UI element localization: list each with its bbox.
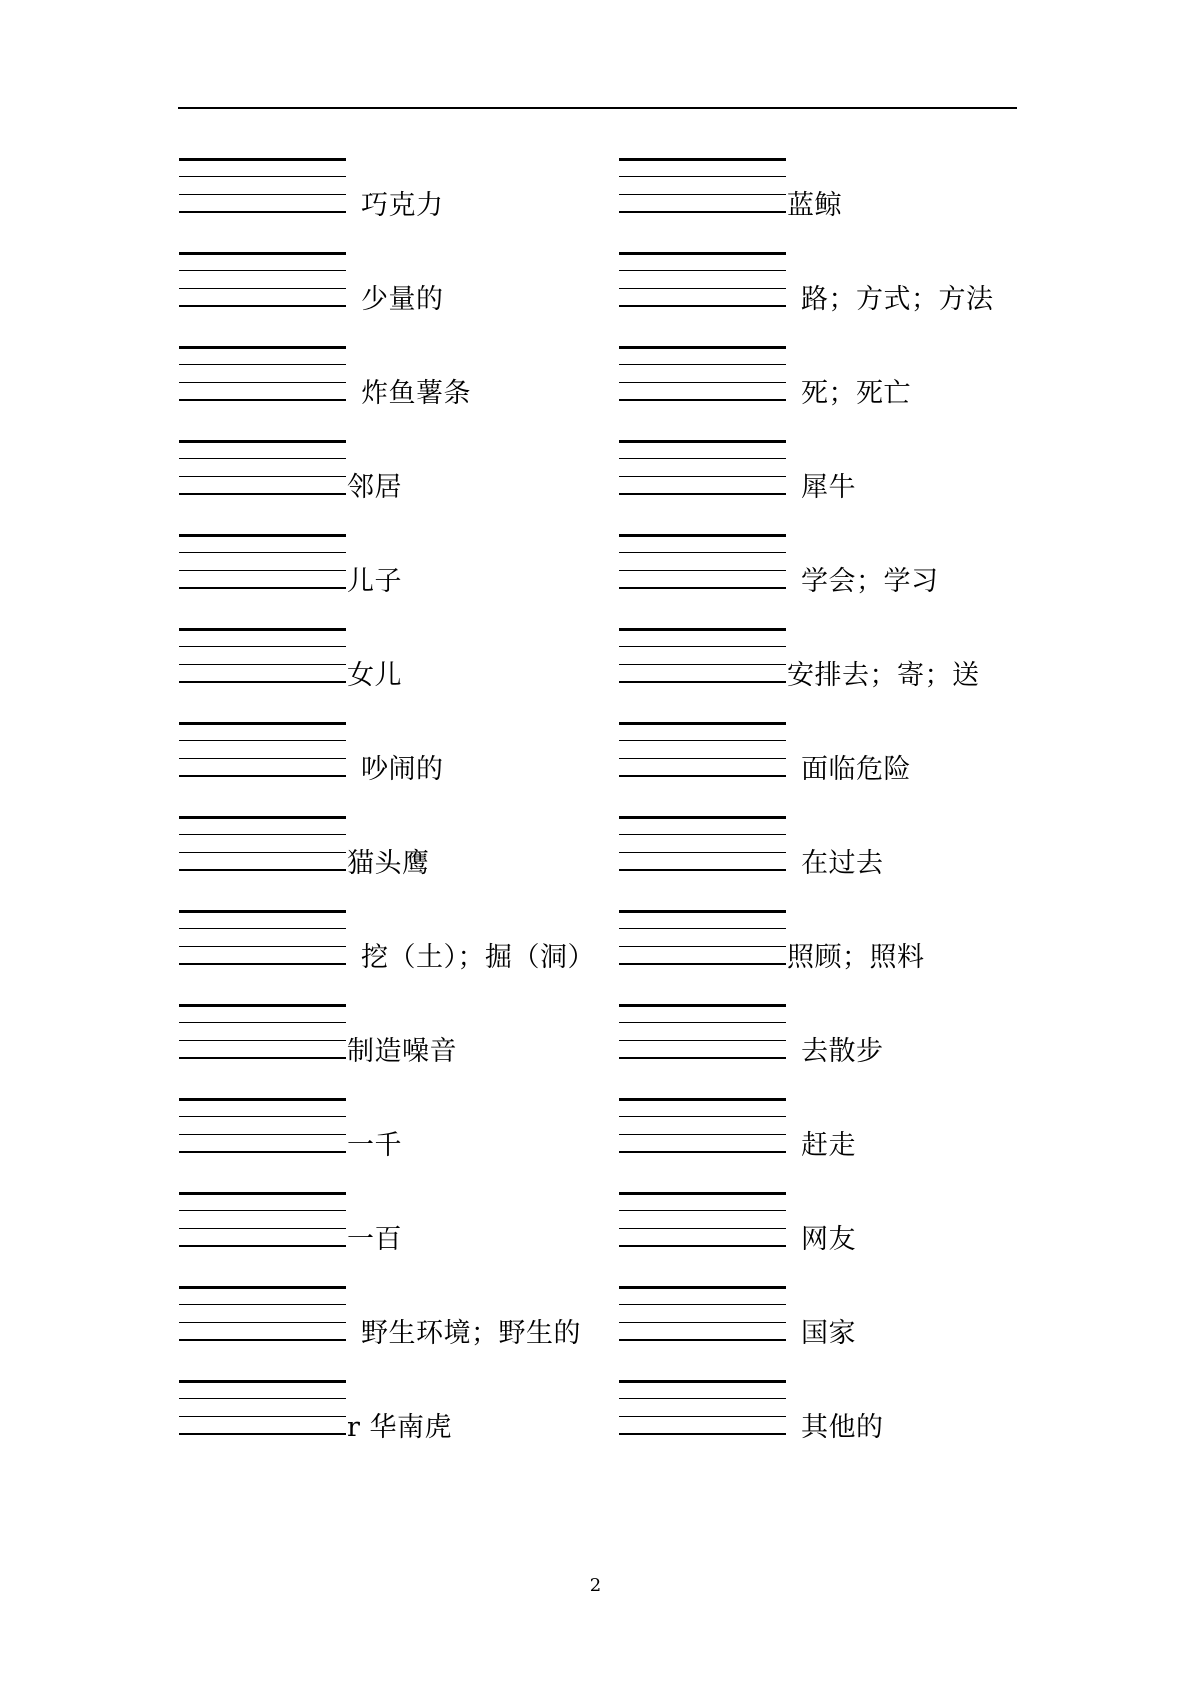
- writing-lines[interactable]: [179, 910, 346, 965]
- chinese-meaning: 巧克力: [361, 190, 444, 221]
- writing-line: [619, 910, 786, 913]
- writing-line: [619, 834, 786, 835]
- writing-line: [179, 1022, 346, 1023]
- chinese-meaning: 吵闹的: [361, 754, 444, 785]
- writing-line: [179, 869, 346, 871]
- vocab-entry: [179, 722, 599, 816]
- vocab-entry: [619, 1098, 1039, 1192]
- writing-lines[interactable]: [179, 722, 346, 777]
- writing-line: [179, 910, 346, 913]
- writing-line: [179, 928, 346, 929]
- vocab-entry: [179, 1192, 599, 1286]
- writing-lines[interactable]: [619, 628, 786, 683]
- chinese-meaning: 路；方式；方法: [801, 284, 994, 315]
- writing-line: [179, 664, 346, 665]
- page-number: 2: [589, 1575, 602, 1596]
- chinese-meaning: 死；死亡: [801, 378, 911, 409]
- writing-lines[interactable]: [619, 1098, 786, 1153]
- writing-line: [619, 1339, 786, 1341]
- writing-line: [179, 1134, 346, 1135]
- writing-line: [179, 552, 346, 553]
- writing-line: [619, 176, 786, 177]
- writing-line: [179, 252, 346, 255]
- chinese-meaning: 一百: [347, 1224, 402, 1255]
- writing-line: [619, 1151, 786, 1153]
- writing-line: [619, 1098, 786, 1101]
- chinese-meaning: 猫头鹰: [347, 848, 430, 879]
- writing-lines[interactable]: [179, 816, 346, 871]
- writing-line: [179, 364, 346, 365]
- writing-line: [619, 552, 786, 553]
- writing-line: [179, 570, 346, 571]
- writing-lines[interactable]: [619, 534, 786, 589]
- writing-line: [179, 346, 346, 349]
- writing-lines[interactable]: [619, 1380, 786, 1435]
- chinese-meaning: 炸鱼薯条: [361, 378, 471, 409]
- chinese-meaning: 在过去: [801, 848, 884, 879]
- vocab-entry: [179, 252, 599, 346]
- writing-line: [179, 1040, 346, 1041]
- writing-line: [179, 1398, 346, 1399]
- writing-line: [179, 440, 346, 443]
- vocab-entry: [179, 816, 599, 910]
- writing-line: [619, 1398, 786, 1399]
- writing-line: [619, 758, 786, 759]
- writing-line: [179, 946, 346, 947]
- writing-line: [619, 1322, 786, 1323]
- writing-lines[interactable]: [619, 722, 786, 777]
- writing-line: [619, 928, 786, 929]
- writing-lines[interactable]: [619, 1004, 786, 1059]
- writing-line: [179, 270, 346, 271]
- writing-line: [179, 1433, 346, 1435]
- writing-line: [179, 211, 346, 213]
- header-rule: [178, 107, 1017, 109]
- writing-line: [179, 458, 346, 459]
- writing-line: [179, 775, 346, 777]
- writing-line: [619, 476, 786, 477]
- writing-line: [619, 1304, 786, 1305]
- writing-line: [619, 570, 786, 571]
- writing-line: [619, 1228, 786, 1229]
- writing-line: [179, 758, 346, 759]
- chinese-meaning: 犀牛: [801, 472, 856, 503]
- vocab-entry: [619, 910, 1039, 1004]
- writing-line: [179, 1228, 346, 1229]
- chinese-meaning: 赶走: [801, 1130, 856, 1161]
- writing-line: [619, 722, 786, 725]
- writing-line: [179, 1286, 346, 1289]
- writing-line: [179, 722, 346, 725]
- writing-lines[interactable]: [619, 346, 786, 401]
- vocab-entry: [179, 910, 599, 1004]
- writing-line: [619, 1116, 786, 1117]
- vocab-entry: [179, 1098, 599, 1192]
- writing-line: [179, 681, 346, 683]
- writing-line: [179, 288, 346, 289]
- writing-line: [619, 1004, 786, 1007]
- writing-line: [619, 346, 786, 349]
- writing-lines[interactable]: [619, 1286, 786, 1341]
- writing-line: [619, 587, 786, 589]
- writing-line: [619, 1210, 786, 1211]
- chinese-meaning: 照顾；照料: [787, 942, 925, 973]
- writing-lines[interactable]: [179, 1286, 346, 1341]
- writing-line: [179, 1004, 346, 1007]
- writing-line: [619, 963, 786, 965]
- vocab-entry: [619, 1192, 1039, 1286]
- chinese-meaning: r 华南虎: [347, 1412, 452, 1443]
- writing-line: [179, 1116, 346, 1117]
- vocab-entry: [619, 346, 1039, 440]
- writing-line: [619, 1416, 786, 1417]
- writing-line: [619, 211, 786, 213]
- chinese-meaning: 其他的: [801, 1412, 884, 1443]
- writing-line: [179, 816, 346, 819]
- writing-line: [179, 1322, 346, 1323]
- writing-line: [179, 1339, 346, 1341]
- writing-line: [619, 399, 786, 401]
- chinese-meaning: 去散步: [801, 1036, 884, 1067]
- writing-line: [179, 534, 346, 537]
- writing-lines[interactable]: [179, 1380, 346, 1435]
- writing-line: [619, 664, 786, 665]
- writing-line: [619, 852, 786, 853]
- writing-line: [619, 740, 786, 741]
- writing-line: [179, 1304, 346, 1305]
- writing-lines[interactable]: [179, 252, 346, 307]
- writing-line: [619, 869, 786, 871]
- writing-line: [179, 305, 346, 307]
- writing-lines[interactable]: [179, 346, 346, 401]
- writing-line: [179, 587, 346, 589]
- writing-lines[interactable]: [179, 628, 346, 683]
- chinese-meaning: 制造噪音: [347, 1036, 457, 1067]
- vocab-entry: [179, 1286, 599, 1380]
- writing-line: [179, 628, 346, 631]
- writing-line: [179, 852, 346, 853]
- writing-line: [179, 646, 346, 647]
- chinese-meaning: 女儿: [347, 660, 402, 691]
- writing-line: [179, 176, 346, 177]
- writing-line: [619, 1192, 786, 1195]
- writing-lines[interactable]: [179, 440, 346, 495]
- chinese-meaning: 学会；学习: [801, 566, 939, 597]
- vocab-entry: [619, 722, 1039, 816]
- writing-lines[interactable]: [619, 816, 786, 871]
- writing-line: [179, 399, 346, 401]
- writing-line: [619, 1433, 786, 1435]
- writing-line: [619, 252, 786, 255]
- writing-line: [619, 816, 786, 819]
- left-column: [179, 158, 599, 1474]
- vocab-entry: [619, 440, 1039, 534]
- chinese-meaning: 蓝鲸: [787, 190, 842, 221]
- writing-line: [619, 946, 786, 947]
- chinese-meaning: 安排去；寄；送: [787, 660, 980, 691]
- vocab-entry: [619, 158, 1039, 252]
- vocab-entry: [179, 628, 599, 722]
- writing-line: [619, 1286, 786, 1289]
- chinese-meaning: 野生环境；野生的: [361, 1318, 581, 1349]
- writing-line: [619, 628, 786, 631]
- writing-line: [179, 1380, 346, 1383]
- writing-line: [619, 440, 786, 443]
- writing-line: [619, 270, 786, 271]
- vocab-entry: [179, 1004, 599, 1098]
- writing-lines[interactable]: [179, 1004, 346, 1059]
- writing-lines[interactable]: [179, 1192, 346, 1247]
- writing-line: [619, 458, 786, 459]
- writing-line: [619, 288, 786, 289]
- writing-line: [179, 834, 346, 835]
- vocab-entry: [619, 1004, 1039, 1098]
- vocab-entry: [179, 346, 599, 440]
- chinese-meaning: 网友: [801, 1224, 856, 1255]
- writing-line: [619, 1134, 786, 1135]
- writing-line: [179, 1192, 346, 1195]
- chinese-meaning: 国家: [801, 1318, 856, 1349]
- writing-lines[interactable]: [619, 440, 786, 495]
- writing-line: [619, 1057, 786, 1059]
- vocab-entry: [619, 1380, 1039, 1474]
- writing-line: [619, 681, 786, 683]
- writing-line: [619, 1380, 786, 1383]
- writing-line: [179, 194, 346, 195]
- writing-line: [619, 1245, 786, 1247]
- writing-line: [619, 1040, 786, 1041]
- writing-line: [179, 1151, 346, 1153]
- writing-line: [179, 740, 346, 741]
- chinese-meaning: 儿子: [347, 566, 402, 597]
- writing-lines[interactable]: [179, 158, 346, 213]
- writing-line: [179, 963, 346, 965]
- chinese-meaning: 面临危险: [801, 754, 911, 785]
- writing-line: [619, 534, 786, 537]
- writing-lines[interactable]: [619, 158, 786, 213]
- writing-line: [619, 194, 786, 195]
- writing-line: [619, 364, 786, 365]
- vocab-entry: [179, 158, 599, 252]
- right-column: [619, 158, 1039, 1474]
- writing-line: [179, 158, 346, 161]
- vocab-entry: [619, 628, 1039, 722]
- vocab-entry: [179, 534, 599, 628]
- vocab-entry: [619, 252, 1039, 346]
- writing-lines[interactable]: [619, 1192, 786, 1247]
- chinese-meaning: 挖（土）；掘（洞）: [361, 942, 595, 973]
- vocab-entry: [619, 1286, 1039, 1380]
- chinese-meaning: 邻居: [347, 472, 402, 503]
- chinese-meaning: 一千: [347, 1130, 402, 1161]
- writing-line: [619, 382, 786, 383]
- writing-line: [619, 646, 786, 647]
- writing-line: [619, 1022, 786, 1023]
- chinese-meaning: 少量的: [361, 284, 444, 315]
- writing-line: [179, 382, 346, 383]
- writing-line: [179, 1416, 346, 1417]
- vocab-entry: [179, 440, 599, 534]
- writing-lines[interactable]: [619, 252, 786, 307]
- writing-line: [179, 1057, 346, 1059]
- writing-lines[interactable]: [619, 910, 786, 965]
- writing-line: [179, 1210, 346, 1211]
- writing-lines[interactable]: [179, 1098, 346, 1153]
- writing-line: [619, 775, 786, 777]
- writing-line: [179, 1245, 346, 1247]
- writing-line: [619, 305, 786, 307]
- writing-line: [179, 493, 346, 495]
- vocab-entry: [619, 816, 1039, 910]
- vocab-entry: [619, 534, 1039, 628]
- writing-line: [179, 476, 346, 477]
- writing-line: [619, 493, 786, 495]
- writing-lines[interactable]: [179, 534, 346, 589]
- writing-line: [179, 1098, 346, 1101]
- writing-line: [619, 158, 786, 161]
- vocab-entry: [179, 1380, 599, 1474]
